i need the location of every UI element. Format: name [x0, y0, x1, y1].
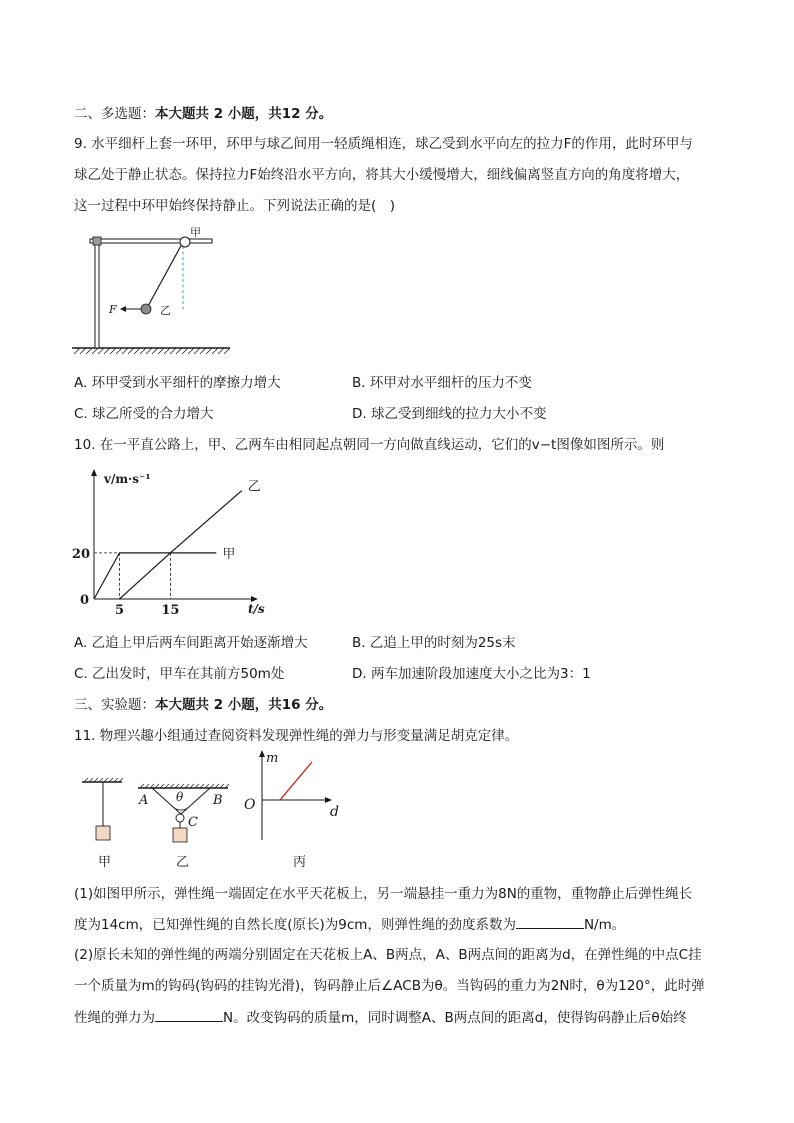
q10-option-b: B. 乙追上甲的时刻为25s末 — [352, 635, 516, 651]
chart-axes — [91, 469, 258, 602]
section-number: 二、多选题： — [74, 106, 155, 122]
q11-figures — [72, 748, 372, 876]
q11-text-line-1: 11. 物理兴趣小组通过查阅资料发现弹性绳的弹力与形变量满足胡克定律。 — [74, 728, 519, 744]
q11-part2-line-3 — [74, 1007, 687, 1028]
x-axis-label: t/s — [248, 602, 265, 616]
ring-label: 甲 — [190, 226, 201, 239]
force-label: F — [109, 303, 117, 316]
point-c-label: C — [188, 815, 198, 830]
q11-part1-line-2 — [74, 914, 625, 935]
q9-text-line-1: 9. 水平细杆上套一环甲，环甲与球乙间用一轻质绳相连，球乙受到水平向左的拉力F的作用，此时环甲与 — [74, 136, 693, 152]
series-line-jia — [94, 553, 216, 599]
series-label-yi: 乙 — [247, 479, 261, 495]
section-heading-multiple-choice — [74, 104, 332, 124]
section-detail: 本大题共 2 小题，共16 分。 — [155, 697, 333, 713]
q9-text-line-2: 球乙处于静止状态。保持拉力F始终沿水平方向，将其大小缓慢增大，细线偏离竖直方向的角度将增大， — [74, 167, 690, 183]
force-arrowhead — [120, 306, 126, 312]
point-b-label: B — [213, 793, 223, 808]
q10-vt-chart — [71, 465, 265, 618]
q9-option-c: C. 球乙所受的合力增大 — [74, 406, 214, 422]
q9-option-a: A. 环甲受到水平细杆的摩擦力增大 — [74, 375, 281, 391]
y-axis-label: v/m·s⁻¹ — [104, 472, 151, 486]
theta-label: θ — [176, 790, 184, 804]
q10-option-d: D. 两车加速阶段加速度大小之比为3：1 — [352, 666, 591, 682]
section-detail: 本大题共 2 小题，共12 分。 — [155, 106, 333, 122]
q11-part1-unit: N/m。 — [583, 917, 626, 933]
ball-yi — [141, 304, 151, 314]
q11-part2-line-1: (2)原长未知的弹性绳的两端分别固定在天花板上A、B两点，A、B两点间的距离为d，在弹性绳的中点C挂 — [74, 947, 702, 963]
figure-bing-label: 丙 — [293, 855, 307, 870]
d-axis-label: d — [330, 804, 339, 820]
series-label-jia: 甲 — [222, 546, 236, 562]
m-d-relation-line — [280, 762, 312, 800]
figure-bing — [244, 750, 339, 870]
q10-option-c: C. 乙出发时，甲车在其前方50m处 — [74, 666, 285, 682]
q9-option-b: B. 环甲对水平细杆的压力不变 — [352, 375, 532, 391]
point-a-label: A — [139, 793, 149, 808]
rod-joint — [93, 237, 101, 245]
string — [147, 242, 183, 308]
q9-option-d: D. 球乙受到细线的拉力大小不变 — [352, 406, 547, 422]
answer-blank-stiffness[interactable] — [516, 914, 584, 929]
ground-hatch — [74, 348, 230, 354]
q11-part2-text: 性绳的弹力为 — [74, 1010, 155, 1026]
chart-labels — [72, 472, 265, 618]
horizontal-rod — [90, 239, 212, 243]
m-axis-label: m — [266, 751, 279, 766]
ring-jia — [180, 237, 190, 247]
origin-label: O — [244, 797, 256, 813]
x-tick-label-5: 5 — [114, 603, 125, 618]
q10-option-a: A. 乙追上甲后两车间距离开始逐渐增大 — [74, 635, 308, 651]
figure-yi — [138, 784, 229, 870]
q11-part1-line-1: (1)如图甲所示，弹性绳一端固定在水平天花板上，另一端悬挂一重力为8N的重物，重物静止后弹性绳长 — [74, 886, 693, 902]
q11-part2-continuation: N。改变钩码的质量m，同时调整A、B两点间的距离d，使得钩码静止后θ始终 — [223, 1010, 687, 1026]
origin-label: 0 — [80, 593, 90, 608]
vertical-post — [95, 242, 99, 348]
section-heading-experiment — [74, 695, 332, 715]
q11-part2-line-2: 一个质量为m的钩码(钩码的挂钩光滑)，钩码静止后∠ACB为θ。当钩码的重力为2N时，θ为120°，此时弹 — [74, 978, 705, 994]
q9-text-line-3: 这一过程中环甲始终保持静止。下列说法正确的是( ) — [74, 198, 396, 214]
x-tick-label-15: 15 — [161, 603, 180, 618]
y-axis-arrow — [91, 469, 97, 476]
figure-jia-label: 甲 — [98, 855, 112, 870]
figure-yi-label: 乙 — [176, 855, 190, 870]
section-number: 三、实验题： — [74, 697, 155, 713]
chart-series — [94, 491, 242, 599]
q10-text-line-1: 10. 在一平直公路上，甲、乙两车由相同起点朝同一方向做直线运动，它们的v−t图像如图所示。则 — [74, 437, 665, 453]
ball-label: 乙 — [160, 304, 171, 317]
series-line-yi — [119, 491, 241, 599]
y-tick-label-20: 20 — [71, 546, 90, 562]
q9-figure-ring-ball — [70, 226, 240, 356]
answer-blank-elastic-force[interactable] — [155, 1007, 223, 1022]
figure-jia — [82, 778, 123, 870]
q11-part1-text: 度为14cm，已知弹性绳的自然长度(原长)为9cm，则弹性绳的劲度系数为 — [74, 917, 516, 933]
chart-guides — [94, 553, 170, 599]
